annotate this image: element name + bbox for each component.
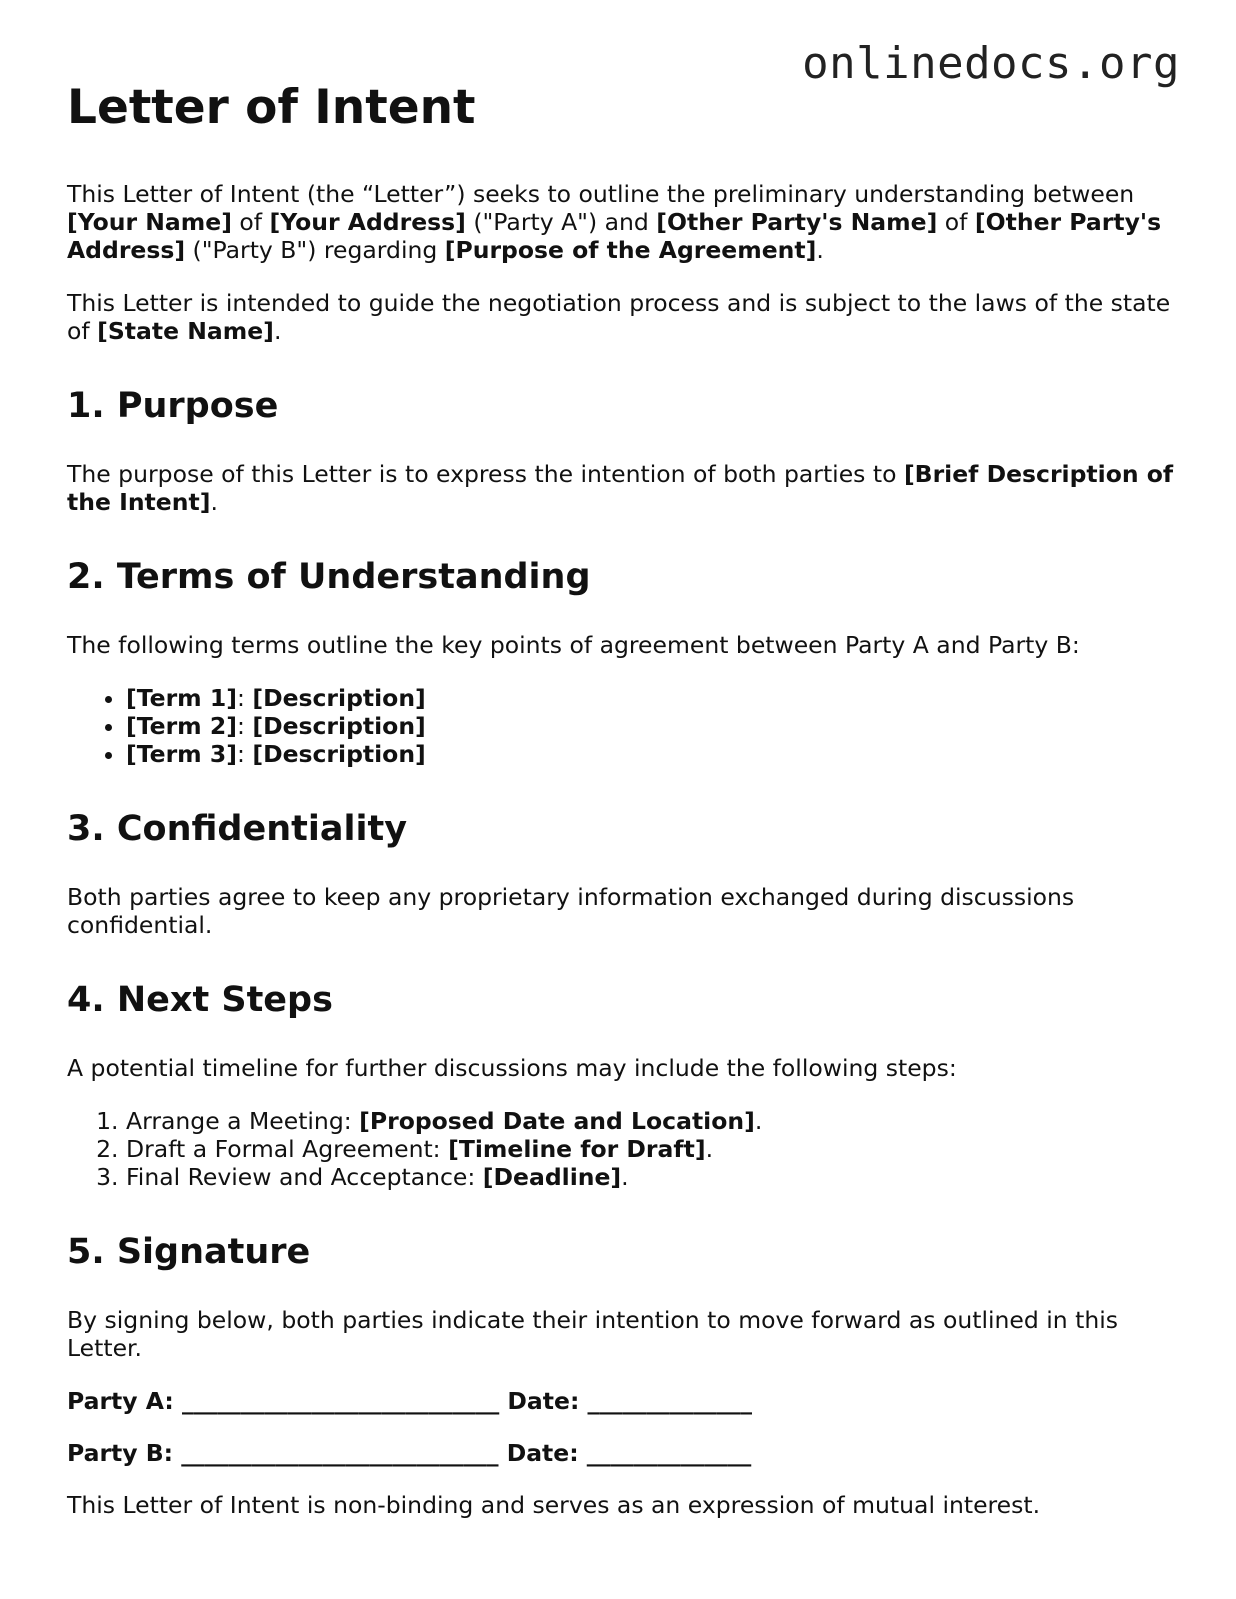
your-name-placeholder: [Your Name] — [67, 208, 232, 237]
intro-text-5: ("Party B") regarding — [185, 236, 445, 265]
step-value-placeholder: [Timeline for Draft] — [448, 1135, 706, 1164]
step-end: . — [705, 1135, 714, 1164]
term-separator: : — [236, 712, 253, 741]
terms-list — [67, 684, 1177, 768]
term-placeholder: [Term 1] — [126, 684, 237, 713]
non-binding-footer: This Letter of Intent is non-binding and serves as an expression of mutual interest. — [67, 1491, 1041, 1520]
party-a-signature-line[interactable] — [67, 1387, 1177, 1415]
list-item — [126, 1135, 1177, 1163]
term-description-placeholder: [Description] — [252, 740, 426, 769]
term-description-placeholder: [Description] — [252, 712, 426, 741]
state-name-placeholder: [State Name] — [97, 317, 274, 346]
term-description-placeholder: [Description] — [252, 684, 426, 713]
intent-description-placeholder: [Brief Description of the Intent] — [67, 460, 1174, 517]
other-party-name-placeholder: [Other Party's Name] — [656, 208, 938, 237]
step-value-placeholder: [Proposed Date and Location] — [359, 1107, 755, 1136]
purpose-heading: 1. Purpose — [67, 386, 279, 427]
confidentiality-heading: 3. Confidentiality — [67, 809, 408, 850]
watermark: onlinedocs.org — [802, 38, 1180, 89]
step-end: . — [754, 1107, 763, 1136]
next-steps-list — [67, 1107, 1177, 1191]
term-separator: : — [236, 684, 253, 713]
term-placeholder: [Term 2] — [126, 712, 237, 741]
party-b-signature-line[interactable] — [67, 1439, 1177, 1467]
term-separator: : — [236, 740, 253, 769]
list-item — [126, 712, 1177, 740]
step-label: Final Review and Acceptance: — [126, 1163, 483, 1192]
intro-text-6: . — [816, 236, 824, 265]
list-item — [126, 1163, 1177, 1191]
step-label: Draft a Formal Agreement: — [126, 1135, 449, 1164]
intro-text-4: of — [937, 208, 975, 237]
governing-law-paragraph — [67, 289, 1177, 345]
party-a-signature-text: Party A: ___________________________ Date: ______________ — [67, 1387, 753, 1416]
list-item — [126, 740, 1177, 768]
purpose-text: The purpose of this Letter is to express the intention of both parties to — [67, 460, 904, 489]
intro-text-2: of — [231, 208, 270, 237]
your-address-placeholder: [Your Address] — [269, 208, 466, 237]
step-end: . — [621, 1163, 629, 1192]
term-placeholder: [Term 3] — [126, 740, 237, 769]
signature-paragraph: By signing below, both parties indicate their intention to move forward as outlined in this Letter. — [67, 1306, 1119, 1363]
terms-heading: 2. Terms of Understanding — [67, 557, 591, 598]
intro-paragraph — [67, 180, 1177, 264]
purpose-end: . — [210, 488, 218, 517]
party-b-signature-text: Party B: ___________________________ Date: ______________ — [67, 1439, 752, 1468]
step-label: Arrange a Meeting: — [126, 1107, 360, 1136]
agreement-purpose-placeholder: [Purpose of the Agreement] — [444, 236, 817, 265]
next-steps-heading: 4. Next Steps — [67, 980, 333, 1021]
list-item — [126, 1107, 1177, 1135]
intro-text-1: This Letter of Intent (the “Letter”) seeks to outline the preliminary understanding between — [67, 180, 1135, 209]
governing-law-text: This Letter is intended to guide the negotiation process and is subject to the laws of the state of — [67, 289, 1171, 346]
document-body — [67, 80, 1177, 1544]
terms-paragraph: The following terms outline the key points of agreement between Party A and Party B: — [67, 631, 1080, 660]
other-party-address-placeholder: [Other Party's Address] — [67, 208, 1162, 265]
intro-text-3: ("Party A") and — [465, 208, 657, 237]
purpose-paragraph — [67, 460, 1177, 516]
governing-law-end: . — [273, 317, 282, 346]
next-steps-paragraph: A potential timeline for further discussions may include the following steps: — [67, 1054, 957, 1083]
list-item — [126, 684, 1177, 712]
signature-heading: 5. Signature — [67, 1232, 311, 1273]
document-title: Letter of Intent — [67, 80, 476, 135]
step-value-placeholder: [Deadline] — [482, 1163, 622, 1192]
confidentiality-paragraph: Both parties agree to keep any proprietary information exchanged during discussions confidential. — [67, 883, 1075, 940]
